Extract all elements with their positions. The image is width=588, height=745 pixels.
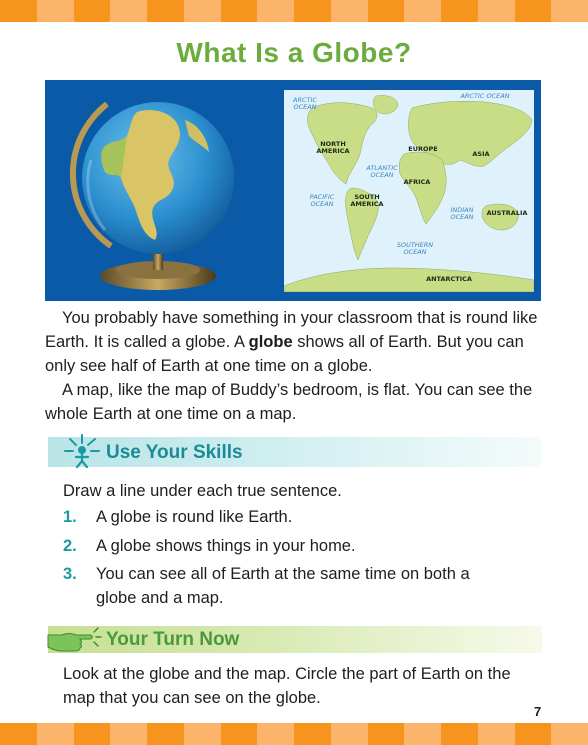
use-your-skills-title: Use Your Skills — [106, 442, 243, 463]
map-paragraph: A map, like the map of Buddy’s bedroom, is flat. You can see the whole Earth at one time on a map. — [45, 381, 533, 423]
asia-label: ASIA — [472, 150, 490, 158]
intro-paragraph — [45, 306, 545, 378]
your-turn-now-title: Your Turn Now — [106, 629, 240, 650]
pointing-hand-icon — [46, 627, 102, 653]
pacific-ocean-label: PACIFIC OCEAN — [309, 193, 335, 208]
use-your-skills-banner — [48, 437, 542, 467]
arctic-ocean-label-left: ARCTIC OCEAN — [293, 96, 317, 111]
item-number: 2. — [63, 537, 77, 555]
antarctica-label: ANTARCTICA — [426, 275, 472, 283]
africa-shape — [399, 152, 446, 224]
page-number: 7 — [534, 704, 542, 719]
item-number: 1. — [63, 508, 77, 526]
world-map — [284, 90, 534, 292]
item-number: 3. — [63, 565, 77, 583]
your-turn-now-banner — [48, 626, 542, 653]
europe-label: EUROPE — [408, 145, 438, 153]
intro-text-before: You probably have something in your classroom that is round like Earth. It is called a globe. A — [45, 309, 538, 351]
north-america-label: NORTH AMERICA — [316, 140, 350, 155]
africa-label: AFRICA — [403, 178, 431, 186]
globe-photo — [45, 80, 275, 301]
southern-ocean-label: SOUTHERN OCEAN — [396, 241, 434, 256]
item-text: A globe shows things in your home. — [96, 537, 356, 555]
australia-label: AUSTRALIA — [486, 209, 528, 217]
skills-instruction: Draw a line under each true sentence. — [63, 482, 342, 500]
arctic-ocean-label-right: ARCTIC OCEAN — [460, 92, 510, 100]
australia-shape — [482, 204, 518, 230]
south-america-label: SOUTH AMERICA — [350, 193, 384, 208]
greenland-shape — [373, 95, 398, 114]
antarctica-shape — [284, 268, 534, 292]
sparkle-person-icon — [62, 433, 102, 469]
indian-ocean-label: INDIAN OCEAN — [450, 206, 474, 221]
intro-text-after: shows all of Earth. But you can only see half of Earth at one time on a globe. — [45, 333, 524, 375]
item-text: You can see all of Earth at the same time on both a globe and a map. — [96, 565, 470, 607]
bottom-stripe — [0, 723, 588, 745]
atlantic-ocean-label: ATLANTIC OCEAN — [366, 164, 398, 179]
globe-term: globe — [248, 333, 293, 351]
image-panel — [45, 80, 541, 301]
world-map-land — [284, 90, 534, 292]
item-text: A globe is round like Earth. — [96, 508, 293, 526]
page-title: What Is a Globe? — [176, 37, 412, 68]
turn-instruction: Look at the globe and the map. Circle the part of Earth on the map that you can see on the globe. — [63, 665, 511, 707]
top-stripe — [0, 0, 588, 22]
